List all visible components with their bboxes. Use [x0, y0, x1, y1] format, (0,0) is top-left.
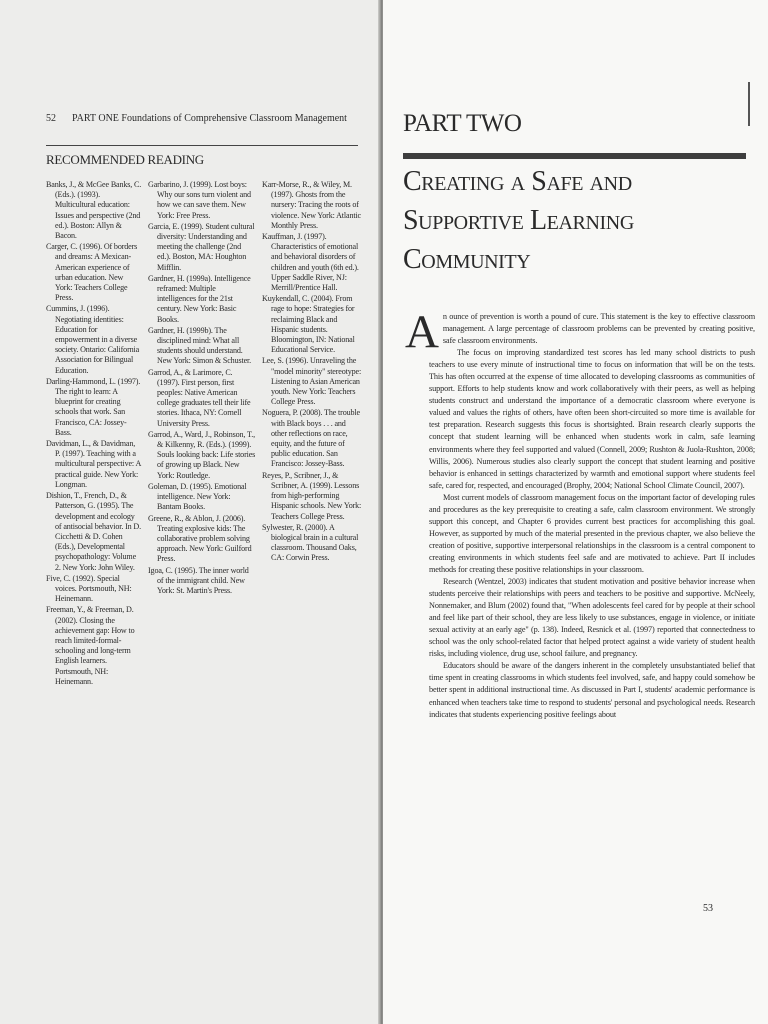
chapter-title: [403, 162, 634, 279]
reference-entry: Igoa, C. (1995). The inner world of the immigrant child. New York: St. Martin's Press.: [148, 565, 249, 595]
reference-entry: Garrod, A., Ward, J., Robinson, T., & Kilkenny, R. (Eds.). (1999). Souls looking back: Life stories of growing up Black. New York: Routledge.: [148, 429, 256, 480]
section-rule: [46, 145, 358, 146]
reference-entry: Dishion, T., French, D., & Patterson, G. (1995). The development and ecology of antisocial behavior. In D. Cicchetti & D. Cohen (Eds.), Developmental psychopathology: Volume 2. New York: John Wiley.: [46, 491, 142, 572]
running-head: [46, 113, 347, 124]
reference-entry: Garbarino, J. (1999). Lost boys: Why our sons turn violent and how we can save them. New York: Free Press.: [148, 180, 251, 220]
reference-entry: Freeman, Y., & Freeman, D. (2002). Closing the achievement gap: How to reach limited-formal-schooling and long-term English learners. Portsmouth, NH: Heinemann.: [46, 605, 135, 686]
body-paragraph-text: n ounce of prevention is worth a pound of cure. This statement is the key to effective classroom management. A large percentage of classroom problems can be prevented by creating positive, safe classroom environments.: [442, 312, 755, 346]
reference-entry: Davidman, L., & Davidman, P. (1997). Teaching with a multicultural perspective: A practical guide. New York: Longman.: [46, 439, 141, 489]
chapter-title-line: Community: [403, 244, 531, 275]
reference-entry: Sylwester, R. (2000). A biological brain in a cultural classroom. Thousand Oaks, CA: Corwin Press.: [262, 522, 359, 563]
reference-entry: Banks, J., & McGee Banks, C. (Eds.). (1993). Multicultural education: Issues and perspective (2nd ed.). Boston: Allyn & Bacon.: [46, 180, 142, 241]
drop-cap: A: [405, 306, 439, 358]
reference-entry: Garrod, A., & Larimore, C. (1997). First person, first peoples: Native American college graduates tell their life stories. Ithaca, NY: Cornell University Press.: [148, 367, 251, 428]
right-page-number: 53: [703, 903, 713, 914]
body-text: [405, 306, 755, 721]
reference-entry: Garcia, E. (1999). Student cultural diversity: Understanding and meeting the challenge (2nd ed.). Boston, MA: Houghton Mifflin.: [148, 221, 255, 272]
reference-entry: Reyes, P., Scribner, J., & Scribner, A. (1999). Lessons from high-performing Hispanic schools. New York: Teachers College Press.: [262, 470, 362, 521]
reference-entry: Lee, S. (1996). Unraveling the "model minority" stereotype: Listening to Asian American youth. New York: Teachers College Press.: [262, 356, 362, 407]
reference-entry: Darling-Hammond, L. (1997). The right to learn: A blueprint for creating schools that work. San Francisco, CA: Jossey-Bass.: [46, 376, 141, 437]
body-paragraph: Most current models of classroom management focus on the important factor of developing rules and procedures as the key prerequisite to creating a safe, calm classroom environment. We strongly support this concept, and Chapter 6 provides current best practices for accomplishing this goal. However, as supported by much of the material presented in the previous chapter, we also believe the creation of positive, supportive interpersonal relationships in the classroom is a central component to creating environments in which students feel safe and are motivated to achieve. Part II includes methods for creating these positive relationships in your classroom.: [429, 492, 755, 574]
chapter-title-line: Supportive Learning: [403, 205, 634, 236]
reference-entry: Five, C. (1992). Special voices. Portsmouth, NH: Heinemann.: [46, 573, 132, 604]
reference-entry: Carger, C. (1996). Of borders and dreams: A Mexican-American experience of urban education. New York: Teachers College Press.: [46, 242, 138, 303]
reference-entry: Gardner, H. (1999a). Intelligence reframed: Multiple intelligences for the 21st century. New York: Basic Books.: [148, 273, 251, 324]
page-edge-mark: [748, 82, 750, 126]
reference-entry: Karr-Morse, R., & Wiley, M. (1997). Ghosts from the nursery: Tracing the roots of violence. New York: Atlantic Monthly Press.: [262, 180, 361, 230]
reference-entry: Kauffman, J. (1997). Characteristics of emotional and behavioral disorders of children and youth (6th ed.). Upper Saddle River, NJ: Merrill/Prentice Hall.: [262, 232, 359, 293]
reference-entry: Cummins, J. (1996). Negotiating identities: Education for empowerment in a diverse society. Ontario: California Association for Bilingual Education.: [46, 304, 140, 375]
chapter-title-line: Creating a Safe and: [403, 166, 632, 197]
references-column-1: [46, 180, 142, 688]
reference-entry: Goleman, D. (1995). Emotional intelligence. New York: Bantam Books.: [148, 481, 247, 512]
references-column-3: [262, 180, 362, 565]
references-column-2: [148, 180, 256, 597]
section-title: RECOMMENDED READING: [46, 152, 204, 167]
body-paragraph: Research (Wentzel, 2003) indicates that student motivation and positive behavior increase when students perceive their relationships with peers and teachers to be positive and supportive. McNeely, Nonnemaker, and Blum (2002) found that, "When adolescents feel cared for by people at their school and feel like part of their school, they are less likely to use substances, engage in violence, or initiate sexual activity at an early age" (p. 138). Indeed, Resnick et al. (1997) reported that connectedness to school was the only school-related factor that helped protect against a wide variety of student health risks, including violence, drug use, school failure, and pregnancy.: [429, 577, 755, 659]
body-paragraph: Educators should be aware of the dangers inherent in the completely unsubstantiated belief that time spent in creating classrooms in which students feel involved, safe, and happy could somehow be better spent in additional instructional time. As discussed in Part I, students' academic performance is enhanced when teachers take time to respond to students' personal and psychological needs. Research indicates that students experiencing positive feelings about: [429, 661, 755, 719]
reference-entry: Greene, R., & Ablon, J. (2006). Treating explosive kids: The collaborative problem solving approach. New York: Guilford Press.: [148, 513, 252, 564]
body-paragraph: The focus on improving standardized test scores has led many school districts to push teachers to use every minute of instructional time to focus on information that will be on the tests. This has often occurred at the expense of time allocated to developing classrooms as communities of support. Efforts to help students know and work collaboratively with their peers, as well as helping students construct and understand the importance of a democratic classroom where everyone is valued and values the rights of others, have often been short-circuited so more time is available for test preparation. Research suggests this focus is shortsighted. Brain research clearly supports the concept that student learning will be enhanced when students work in calm, safe learning environments where they feel supported and valued (Connell, 2009; Rushton & Juola-Rushton, 2008; Willis, 2006). Numerous studies also clearly support the concept that student learning and positive behavior is enhanced in settings characterized by warmth and emotional support where students feel safe, cared for, respected, and encouraged (Brophy, 2004; National School Climate Council, 2007).: [429, 348, 755, 490]
reference-entry: Kuykendall, C. (2004). From rage to hope: Strategies for reclaiming Black and Hispanic students. Bloomington, IN: National Educational Service.: [262, 294, 355, 355]
reference-entry: Gardner, H. (1999b). The disciplined mind: What all students should understand. New York: Simon & Schuster.: [148, 325, 251, 366]
left-page: [0, 0, 380, 1024]
running-head-text: PART ONE Foundations of Comprehensive Classroom Management: [72, 113, 347, 124]
body-paragraph: [405, 306, 755, 358]
part-title: PART TWO: [403, 110, 522, 137]
left-page-number: 52: [46, 113, 56, 124]
right-page: [383, 0, 768, 1024]
chapter-rule: [403, 153, 746, 159]
reference-entry: Noguera, P. (2008). The trouble with Black boys . . . and other reflections on race, equity, and the future of public education. San Francisco: Jossey-Bass.: [262, 408, 360, 469]
